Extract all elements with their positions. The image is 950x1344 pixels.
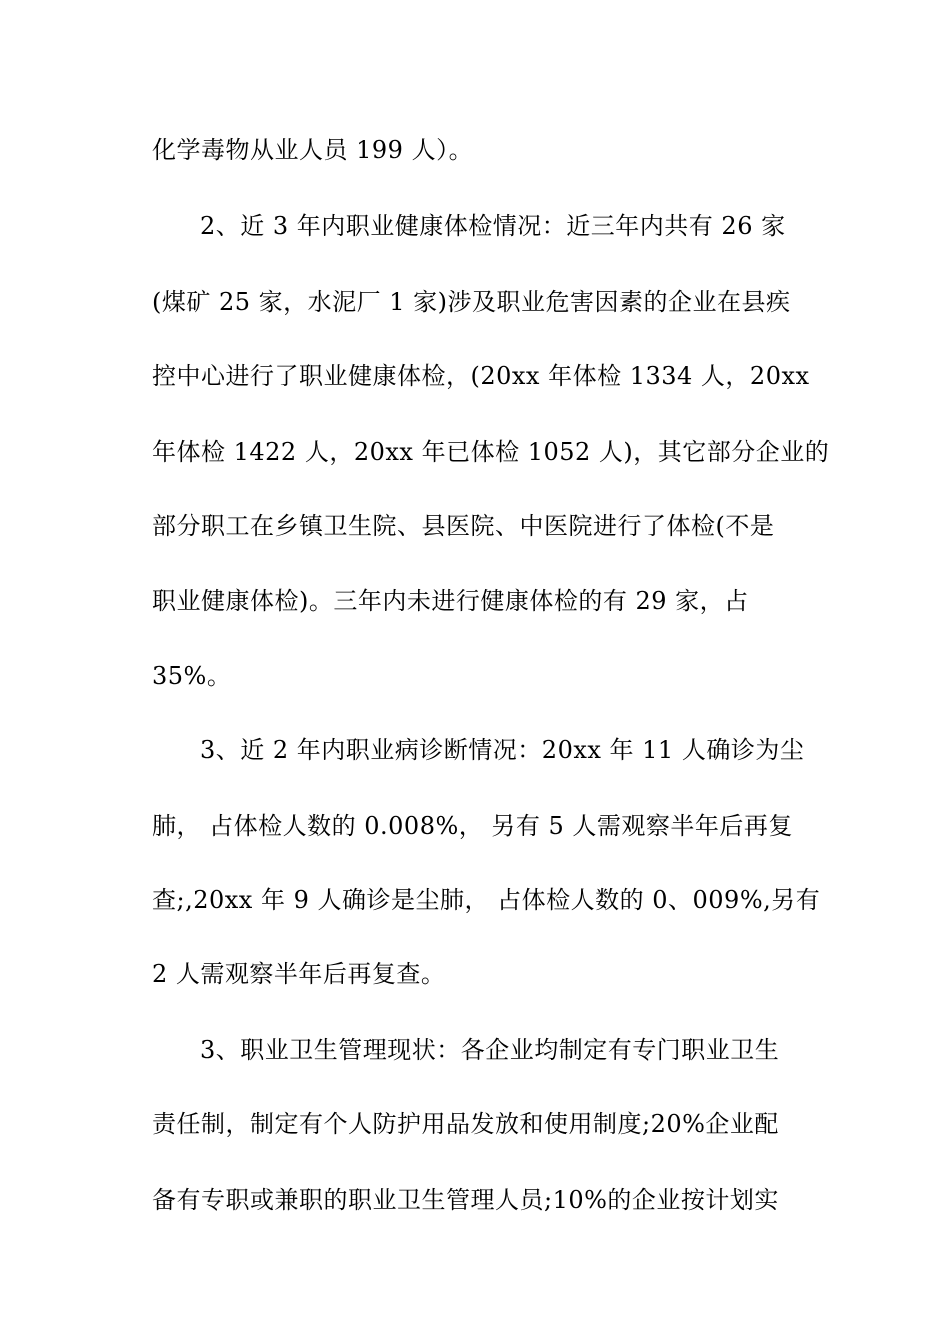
text-line-13: 3、职业卫生管理现状：各企业均制定有专门职业卫生: [200, 1036, 780, 1064]
text-line-9: 3、近 2 年内职业病诊断情况：20xx 年 11 人确诊为尘: [200, 736, 805, 764]
text-line-3: (煤矿 25 家，水泥厂 1 家)涉及职业危害因素的企业在县疾: [152, 288, 791, 316]
text-line-6: 部分职工在乡镇卫生院、县医院、中医院进行了体检(不是: [152, 512, 775, 540]
text-line-5: 年体检 1422 人，20xx 年已体检 1052 人)，其它部分企业的: [152, 438, 830, 466]
text-line-11: 查;,20xx 年 9 人确诊是尘肺， 占体检人数的 0、009%,另有: [152, 886, 821, 914]
text-line-4: 控中心进行了职业健康体检，(20xx 年体检 1334 人，20xx: [152, 362, 810, 390]
text-line-10: 肺， 占体检人数的 0.008%， 另有 5 人需观察半年后再复: [152, 812, 793, 840]
text-line-12: 2 人需观察半年后再复查。: [152, 960, 446, 988]
text-line-14: 责任制，制定有个人防护用品发放和使用制度;20%企业配: [152, 1110, 779, 1138]
text-line-15: 备有专职或兼职的职业卫生管理人员;10%的企业按计划实: [152, 1186, 779, 1214]
text-line-7: 职业健康体检)。三年内未进行健康体检的有 29 家，占: [152, 587, 749, 615]
text-line-8: 35%。: [152, 662, 232, 690]
text-line-1: 化学毒物从业人员 199 人）。: [152, 136, 474, 164]
text-line-2: 2、近 3 年内职业健康体检情况：近三年内共有 26 家: [200, 212, 786, 240]
